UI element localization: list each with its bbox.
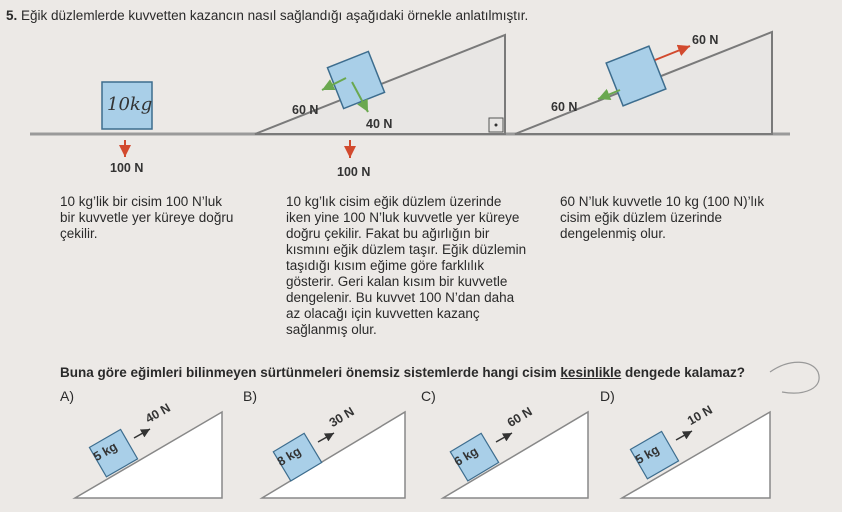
option-c-mass: 6 kg xyxy=(451,444,481,469)
prompt-end: dengede kalamaz? xyxy=(624,365,746,380)
fig2-force-40: 40 N xyxy=(366,117,393,131)
fig3-force-top: 60 N xyxy=(692,33,719,47)
option-d-letter[interactable]: D) xyxy=(600,388,615,404)
option-d-force: 10 N xyxy=(685,402,715,428)
fig2-caption-line: iken yine 100 N’luk kuvvetle yer küreye xyxy=(286,210,520,225)
fig2-force-60: 60 N xyxy=(292,103,319,117)
option-d-mass: 5 kg xyxy=(633,442,662,467)
prompt-emphasis: kesinlikle xyxy=(560,365,622,380)
arrow-60N-pull xyxy=(655,46,690,60)
fig1-caption-line: çekilir. xyxy=(60,226,98,241)
fig3-force-side: 60 N xyxy=(551,100,578,114)
prompt-text: Buna göre eğimleri bilinmeyen sürtünmeleri önemsiz sistemlerde hangi cisim xyxy=(60,365,557,380)
fig3-caption-line: dengelenmiş olur. xyxy=(560,226,666,241)
fig2-force-100: 100 N xyxy=(337,165,371,179)
fig2-caption-line: sağlanmış olur. xyxy=(286,322,377,337)
fig1-force-label: 100 N xyxy=(110,161,144,175)
option-a-arrow xyxy=(134,429,150,438)
fig2-caption-line: gösterir. Geri kalan kısım bir kuvvetle xyxy=(286,274,508,289)
fig1-caption-line: 10 kg’lik bir cisim 100 N’luk xyxy=(60,194,223,209)
option-a-mass: 5 kg xyxy=(91,439,120,464)
option-a-letter[interactable]: A) xyxy=(60,388,74,404)
option-c-arrow xyxy=(496,433,512,442)
fig1-caption-line: bir kuvvetle yer küreye doğru xyxy=(60,210,234,225)
fig2-caption-line: az olacağı için kuvvetten kazanç xyxy=(286,306,480,321)
fig3-caption xyxy=(560,194,764,242)
question-prompt xyxy=(60,365,745,380)
pencil-mark xyxy=(770,362,819,393)
option-c-letter[interactable]: C) xyxy=(421,388,436,404)
fig2-caption-line: 10 kg’lık cisim eğik düzlem üzerinde xyxy=(286,194,502,209)
option-d-arrow xyxy=(676,431,692,440)
question-text: Eğik düzlemlerde kuvvetten kazancın nasıl sağlandığı aşağıdaki örnekle anlatılmıştır. xyxy=(21,8,529,23)
option-b-letter[interactable]: B) xyxy=(243,388,257,404)
fig2-caption-line: taşıdığı kısım eğime göre farklılık xyxy=(286,258,485,273)
fig3-caption-line: cisim eğik düzlem üzerinde xyxy=(560,210,723,225)
fig1-caption xyxy=(60,194,233,242)
fig3-caption-line: 60 N’luk kuvvetle 10 kg (100 N)’lık xyxy=(560,194,765,209)
option-b-mass: 8 kg xyxy=(274,444,304,469)
fig2-caption-line: dengelenir. Bu kuvvet 100 N’dan daha xyxy=(286,290,515,305)
box-label-handwritten: 10kg xyxy=(107,94,153,115)
option-b-force: 30 N xyxy=(326,404,357,430)
fig2-caption-line: doğru çekilir. Fakat bu ağırlığın bir xyxy=(286,226,490,241)
question-number: 5. xyxy=(6,8,18,23)
fig2-caption-line: kısmını eğik düzlem taşır. Eğik düzlemin xyxy=(286,242,527,257)
fig2-caption xyxy=(286,194,526,338)
option-c-force: 60 N xyxy=(504,404,535,430)
option-b-arrow xyxy=(318,433,334,442)
option-a-force: 40 N xyxy=(143,400,173,426)
